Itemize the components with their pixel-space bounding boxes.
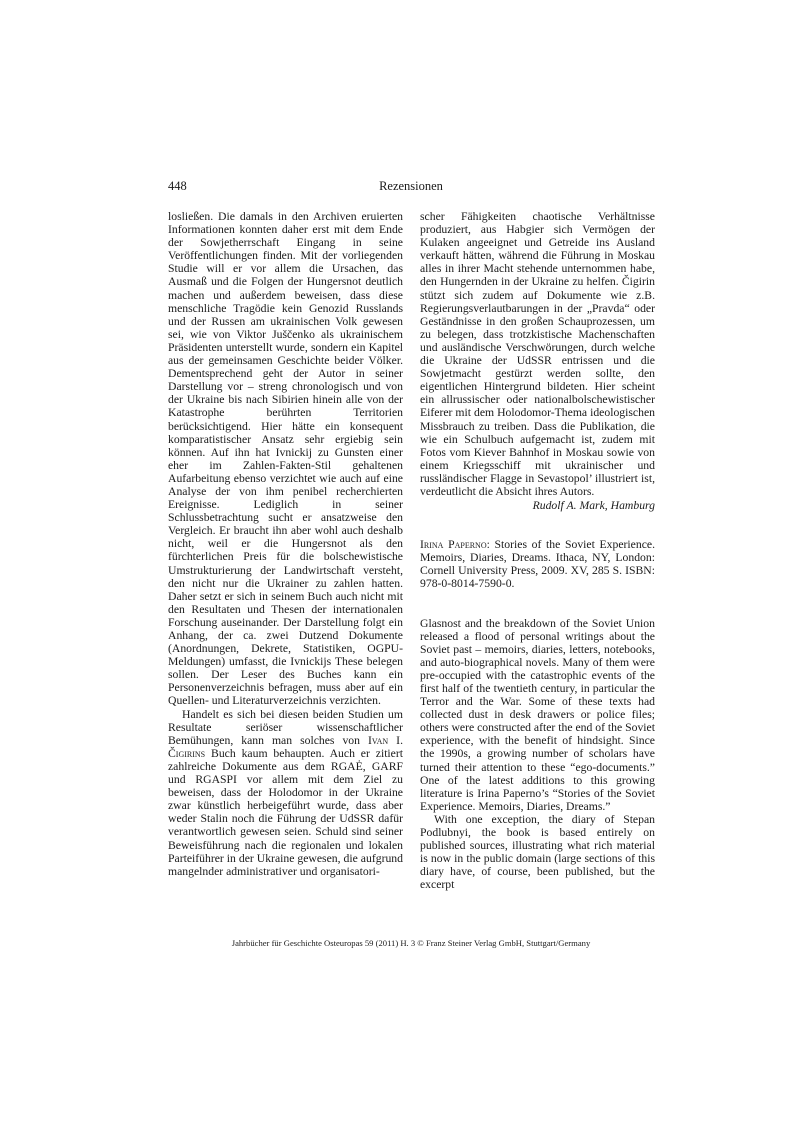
right-column: [420, 210, 655, 892]
reviewer-signature: Rudolf A. Mark, Hamburg: [532, 499, 655, 513]
paragraph: With one exception, the diary of Stepan Podlubnyi, the book is based entirely on published sources, illustrating what rich material is now in the public domain (large sections of this diary have, of course, been published, but the excerpt: [420, 812, 655, 892]
review-heading: [420, 538, 655, 590]
paragraph: scher Fähigkeiten chaotische Verhältnisse produziert, aus Habgier sich Vermögen der Kulaken angeeignet und Getreide ins Ausland verkauft hätten, während die Führung in Moskau alles in ihrer Macht stehende unternommen habe, den Hungernden in der Ukraine zu helfen. Čigirin stützt sich zudem auf Dokumente wie z.B. Regierungsverlautbarungen in der „Pravda“ oder Geständnisse in den großen Schauprozessen, um zu belegen, dass trotzkistische Machenschaften und ausländische Verschwörungen, durch welche die Ukraine der UdSSR entrissen und die Sowjetmacht gestürzt werden sollte, den eigentlichen Hintergrund bildeten. Hier scheint ein allrussischer oder nationalbolschewistischer Eiferer mit dem Holodomor-Thema ideologischen Missbrauch zu treiben. Dass die Publikation, die wie ein Schulbuch aufgemacht ist, zudem mit Fotos vom Kiever Bahnhof in Moskau sowie von einem Kriegsschiff mit ukrainischer und russländischer Flagge in Sevastopol’ illustriert ist, verdeutlicht die Absicht ihres Autors.: [420, 210, 655, 498]
page-number: 448: [168, 179, 187, 193]
running-head: Rezensionen: [379, 179, 443, 193]
page-footer: Jahrbücher für Geschichte Osteuropas 59 (2011) H. 3 © Franz Steiner Verlag GmbH, Stuttgart/Germany: [231, 938, 591, 948]
author-name: Ivan I. Čigirins: [168, 733, 403, 760]
review-citation: : Stories of the Soviet Experience. Memoirs, Diaries, Dreams. Ithaca, NY, London: Cornell University Press, 2009. XV, 285 S. ISBN: 978-0-8014-7590-0.: [420, 538, 656, 591]
left-column: [168, 210, 403, 878]
text-run: Handelt es sich bei diesen beiden Studien um Resultate seriöser wissenschaftlicher Bemühungen, kann man solches von: [168, 707, 403, 747]
paragraph: [168, 708, 403, 878]
text-run: Buch kaum behaupten. Auch er zitiert zahlreiche Dokumente aus dem RGAĖ, GARF und RGASPI vor allem mit dem Ziel zu beweisen, dass der Holodomor in der Ukraine zwar künstlich herbeigeführt wurde, dass aber weder Stalin noch die Führung der UdSSR dafür verantwortlich gewesen seien. Schuld sind seiner Beweisführung nach die regionalen und lokalen Parteiführer in der Ukraine gewesen, die aufgrund mangelnder administrativer und organisatori-: [168, 746, 404, 878]
review-author: Irina Paperno: [420, 538, 487, 552]
page-header: [168, 179, 654, 195]
paragraph: Glasnost and the breakdown of the Soviet Union released a flood of personal writings about the Soviet past – memoirs, diaries, letters, notebooks, and auto-biographical novels. Many of them were pre-occupied with the catastrophic events of the first half of the twentieth century, in particular the Terror and the War. Some of these texts had collected dust in desk drawers or police files; others were constructed after the end of the Soviet experience, with the benefit of hindsight. Since the 1990s, a growing number of scholars have turned their attention to these “ego-documents.” One of the latest additions to this growing literature is Irina Paperno’s “Stories of the Soviet Experience. Memoirs, Diaries, Dreams.”: [420, 616, 655, 813]
paragraph: losließen. Die damals in den Archiven eruierten Informationen konnten daher erst mit dem Ende der Sowjetherrschaft Eingang in seine Veröffentlichungen finden. Mit der vorliegenden Studie will er vor allem die Ursachen, das Ausmaß und die Folgen der Hungersnot deutlich machen und außerdem beweisen, dass diese menschliche Tragödie kein Genozid Russlands und der Russen am ukrainischen Volk gewesen sei, wie von Viktor Juščenko als ukrainischem Präsidenten unterstellt wurde, sondern ein Kapitel aus der gemeinsamen Geschichte beider Völker. Dementsprechend geht der Autor in seiner Darstellung vor – streng chronologisch und von der Ukraine bis nach Sibirien hinein alle von der Katastrophe berührten Territorien berücksichtigend. Hier hätte ein konsequent komparatistischer Ansatz sehr ergiebig sein können. Auf ihn hat Ivnickij zu Gunsten einer eher im Zahlen-Fakten-Stil gehaltenen Aufarbeitung ebenso verzichtet wie auch auf eine Analyse der von ihm penibel recherchierten Ereignisse. Lediglich in seiner Schlussbetrachtung sucht er ansatzweise den Vergleich. Er braucht ihn aber wohl auch deshalb nicht, weil er die Hungersnot als den fürchterlichen Preis für die bolschewistische Umstrukturierung der Landwirtschaft versteht, den nicht nur die Ukrainer zu zahlen hatten. Daher setzt er sich in seinem Buch auch nicht mit den Resultaten und Thesen der internationalen Forschung auseinander. Der Darstellung folgt ein Anhang, der ca. zwei Dutzend Dokumente (Anordnungen, Dekrete, Statistiken, OGPU-Meldungen) umfasst, die Ivnickijs These belegen sollen. Der Leser des Buches kann ein Personenverzeichnis befragen, muss aber auf ein Quellen- und Literaturverzeichnis verzichten.: [168, 210, 403, 708]
